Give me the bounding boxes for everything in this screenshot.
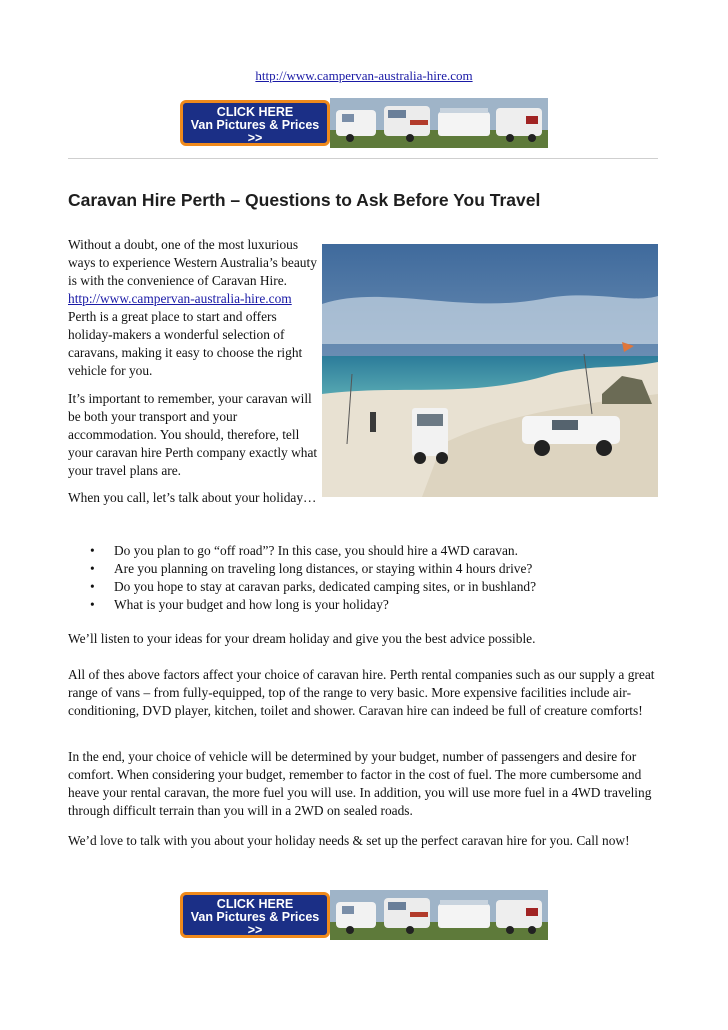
click-here-button[interactable] (180, 100, 330, 146)
intro-paragraph (68, 236, 320, 380)
intro-text-end: Perth is a great place to start and offers holiday-makers a wonderful selection of caravans, making it easy to choose the right vehicle for you. (68, 309, 303, 378)
banner-line2: Van Pictures & Prices (190, 910, 320, 924)
paragraph-budget: In the end, your choice of vehicle will be determined by your budget, number of passengers and desire for comfort. When considering your budget, remember to factor in the cost of fuel. The more cumbersome and heave your rental caravan, the more fuel you will use. In addition, you will use more fuel in a 4WD traveling through difficult terrain than you will in a 2WD on sealed roads. (68, 749, 652, 818)
click-here-button-bottom[interactable] (180, 892, 330, 938)
header-url (0, 68, 728, 84)
paragraph-call: When you call, let’s talk about your holiday… (68, 490, 317, 505)
paragraph-call-now: We’d love to talk with you about your holiday needs & set up the perfect caravan hire for you. Call now! (68, 833, 630, 848)
header-url-link[interactable]: http://www.campervan-australia-hire.com (255, 68, 473, 83)
banner-line3: >> (247, 923, 263, 937)
list-item: • Are you planning on traveling long distances, or staying within 4 hours drive? (114, 560, 674, 578)
questions-list (68, 542, 674, 614)
campervan-photos-image (330, 890, 548, 940)
paragraph-advice: We’ll listen to your ideas for your dream holiday and give you the best advice possible. (68, 631, 536, 646)
header-divider (68, 158, 658, 159)
intro-url-link[interactable]: http://www.campervan-australia-hire.com (68, 291, 292, 306)
banner-line3: >> (247, 131, 263, 145)
paragraph-transport: It’s important to remember, your caravan will be both your transport and your accommodation. You should, therefore, tell your caravan hire Perth company exactly what your travel plans are. (68, 391, 318, 478)
banner-line1: CLICK HERE (216, 897, 294, 911)
banner-bottom[interactable] (178, 890, 548, 942)
banner-line2: Van Pictures & Prices (190, 118, 320, 132)
list-item: • Do you hope to stay at caravan parks, dedicated camping sites, or in bushland? (114, 578, 674, 596)
list-item: • Do you plan to go “off road”? In this case, you should hire a 4WD caravan. (114, 542, 674, 560)
page-title: Caravan Hire Perth – Questions to Ask Before You Travel (68, 190, 541, 210)
list-item: • What is your budget and how long is your holiday? (114, 596, 674, 614)
intro-text-start: Without a doubt, one of the most luxurious ways to experience Western Australia’s beauty is with the convenience of Caravan Hire. (68, 237, 317, 288)
banner-top[interactable] (178, 98, 548, 150)
banner-line1: CLICK HERE (216, 105, 294, 119)
paragraph-factors: All of thes above factors affect your choice of caravan hire. Perth rental companies such as our supply a great range of vans – from fully-equipped, top of the range to very basic. More expensive facilities include air-conditioning, DVD player, kitchen, toilet and shower. Caravan hire can indeed be full of creature comforts! (68, 667, 655, 718)
campervan-photos-image (330, 98, 548, 148)
beach-campervan-photo (322, 244, 658, 497)
